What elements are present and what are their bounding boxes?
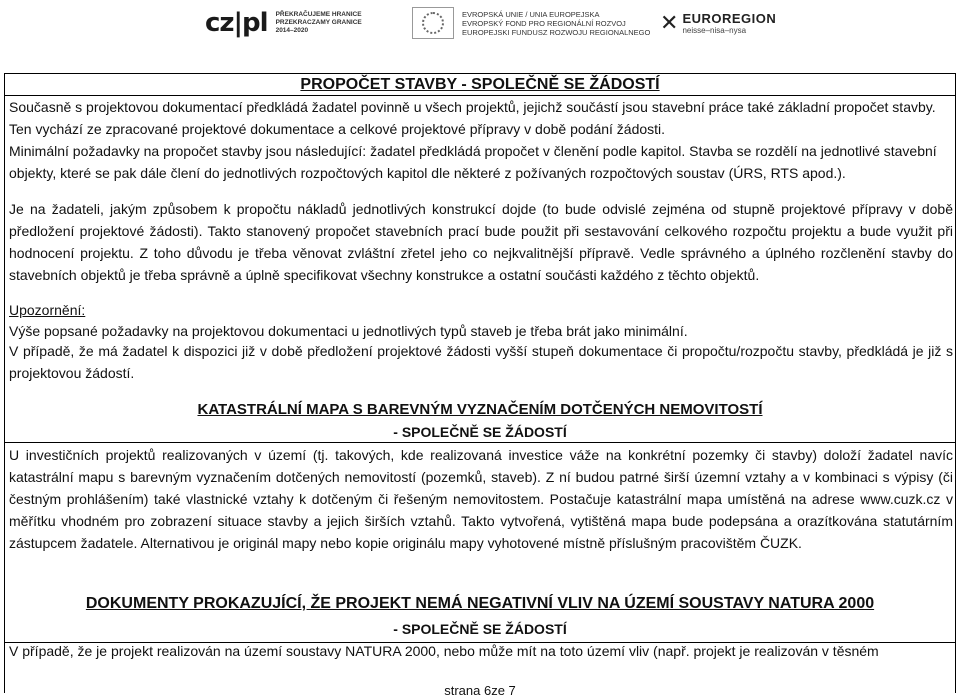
- warning-label: Upozornění:: [9, 302, 86, 318]
- section1-paragraph-5: V případě, že má žadatel k dispozici již v době předložení projektové žádosti vyšší stupeň dokumentace či propočtu/rozpočtu stavby, předkládá je již s projektovou žádostí.: [9, 343, 953, 381]
- section3-title: DOKUMENTY PROKAZUJÍCÍ, ŽE PROJEKT NEMÁ NEGATIVNÍ VLIV NA ÚZEMÍ SOUSTAVY NATURA 2000: [85, 595, 875, 612]
- section1-title: PROPOČET STAVBY - SPOLEČNĚ SE ŽÁDOSTÍ: [300, 76, 660, 93]
- section1-paragraph-1: Současně s projektovou dokumentací předkládá žadatel povinně u všech projektů, jejichž součástí jsou stavební práce také základní propočet stavby. Ten vychází ze zpracované projektové dokumentace a celkové projektové přípravy v době podání žádosti.: [9, 99, 936, 137]
- eu-logo: [412, 4, 650, 42]
- section2-subtitle: - SPOLEČNĚ SE ŽÁDOSTÍ: [393, 424, 567, 440]
- euroregion-sub: neisse–nisa–nysa: [682, 26, 747, 35]
- czpl-mark: cz|pl: [205, 8, 268, 38]
- section1-paragraph-2: Minimální požadavky na propočet stavby jsou následující: žadatel předkládá propočet v členění podle kapitol. Stavba se rozdělí na jednotlivé stavební objekty, které se pak dále člení do jednotlivých rozpočtových kapitol dle některé z požívaných rozpočtových soustav (ÚRS, RTS apod.).: [9, 143, 937, 181]
- section3-paragraph-1: V případě, že je projekt realizován na území soustavy NATURA 2000, nebo může mít na toto území vliv (např. projekt je realizován v těsném: [9, 643, 879, 659]
- czpl-logo: [205, 4, 362, 42]
- eu-flag-icon: [412, 7, 454, 39]
- section2-paragraph-1: U investičních projektů realizovaných v území (tj. takových, kde realizovaná investice váže na konkrétní pozemky či stavby) doloží žadatel navíc katastrální mapu s barevným vyznačením dotčených nemovitostí (pozemků, staveb). Z ní budou patrné širší územní vztahy a v kombinaci s výpisy (či čestným prohlášením) také vlastnické vztahy k dotčeným či řešeným nemovitostem. Postačuje katastrální mapa umístěná na adrese www.cuzk.cz v měřítku vhodném pro zobrazení situace stavby a jejich širších vztahů. Takto vytvořená, vytištěná mapa bude podepsána a orazítkována statutárním zástupcem žadatele. Alternativou je originál mapy nebo kopie originálu mapy vyhotovené místně příslušným pracovištěm ČUZK.: [9, 447, 953, 551]
- euroregion-icon: ✕: [660, 10, 679, 36]
- euroregion-name: EUROREGION: [682, 11, 777, 26]
- section1-paragraph-4: Výše popsané požadavky na projektovou dokumentaci u jednotlivých typů staveb je třeba brát jako minimální.: [9, 323, 688, 339]
- section3-subtitle: - SPOLEČNĚ SE ŽÁDOSTÍ: [393, 621, 567, 637]
- header-logos: [0, 4, 960, 44]
- section2-title: KATASTRÁLNÍ MAPA S BAREVNÝM VYZNAČENÍM DOTČENÝCH NEMOVITOSTÍ: [197, 401, 763, 418]
- section1-paragraph-3: Je na žadateli, jakým způsobem k propočtu nákladů jednotlivých konstrukcí dojde (to bude odvislé zejména od stupně projektové přípravy v době předložení projektové žádosti). Takto stanovený propočet stavebních prací bude použit při sestavování celkového rozpočtu projektu a bude využit při hodnocení projektu. Z toho důvodu je třeba věnovat zvláštní zřetel jeho co nejkvalitnější přípravě. Vedle správného a úplného rozčlenění stavby do stavebních objektů je třeba správně a úplně specifikovat všechny konstrukce a ostatní součásti každého z těchto objektů.: [9, 201, 953, 283]
- page-number: strana 6ze 7: [444, 683, 516, 698]
- eu-text: EVROPSKÁ UNIE / UNIA EUROPEJSKA EVROPSKÝ FOND PRO REGIONÁLNÍ ROZVOJ EUROPEJSKI FUNDUSZ ROZWOJU REGIONALNEGO: [462, 9, 651, 37]
- euroregion-logo: [660, 4, 776, 42]
- section2-separator: [4, 442, 956, 443]
- czpl-text: PŘEKRAČUJEME HRANICE PRZEKRACZAMY GRANICE 2014–2020: [275, 11, 362, 34]
